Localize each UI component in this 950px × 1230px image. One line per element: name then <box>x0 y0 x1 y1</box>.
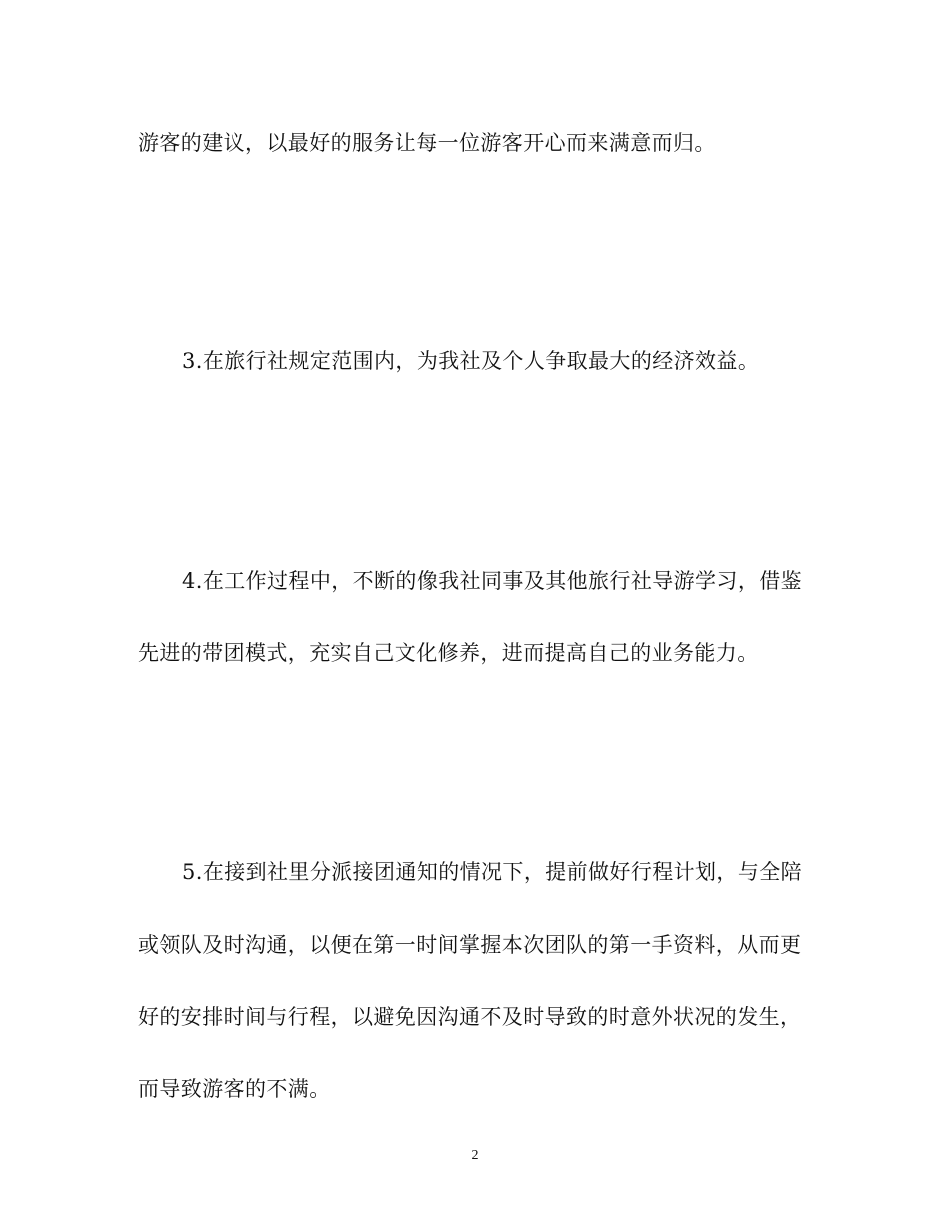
text-line: 好的安排时间与行程，以避免因沟通不及时导致的时意外状况的发生， <box>138 1005 802 1029</box>
text-line: 而导致游客的不满。 <box>138 1077 331 1101</box>
text-line: 5.在接到社里分派接团通知的情况下，提前做好行程计划，与全陪 <box>182 860 803 884</box>
text-line: 或领队及时沟通，以便在第一时间掌握本次团队的第一手资料，从而更 <box>138 933 802 957</box>
page-number: 2 <box>471 1148 479 1163</box>
text-line: 3.在旅行社规定范围内，为我社及个人争取最大的经济效益。 <box>182 349 760 373</box>
text-line: 4.在工作过程中，不断的像我社同事及其他旅行社导游学习，借鉴 <box>182 569 803 593</box>
text-line: 先进的带团模式，充实自己文化修养，进而提高自己的业务能力。 <box>138 641 759 665</box>
text-line: 游客的建议，以最好的服务让每一位游客开心而来满意而归。 <box>138 131 716 155</box>
